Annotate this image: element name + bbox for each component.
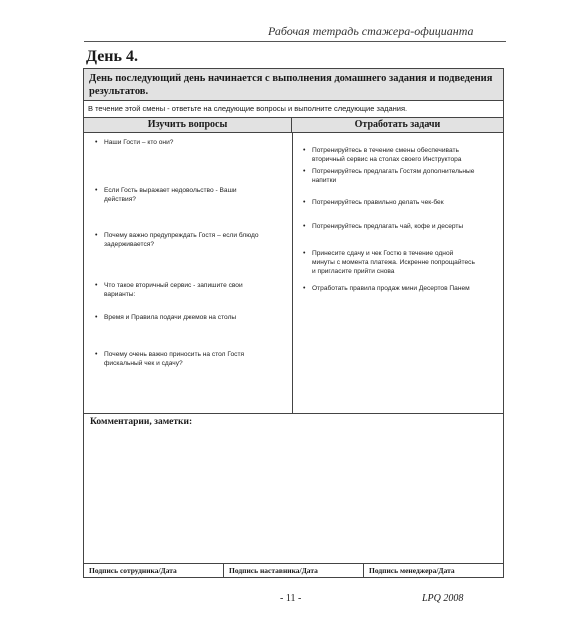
bullet-icon: • [303, 223, 306, 230]
task-item [303, 284, 482, 293]
bullet-icon: • [303, 199, 306, 206]
page-number: - 11 - [280, 593, 302, 604]
column-divider [292, 133, 293, 413]
task-text: Потренируйтесь правильно делать чек-бек [312, 199, 444, 206]
bullet-icon: • [303, 250, 306, 257]
employee-signature: Подпись сотрудника/Дата [84, 564, 224, 577]
task-item [303, 167, 492, 185]
signature-row [84, 563, 503, 577]
question-item [95, 186, 254, 204]
day-title: День 4. [86, 48, 138, 65]
bullet-icon: • [95, 351, 98, 358]
question-item [95, 281, 274, 299]
bullet-icon: • [95, 187, 98, 194]
footer-label: LPQ 2008 [422, 593, 464, 604]
day-banner: День последующий день начинается с выполнения домашнего задания и подведения результатов. [84, 69, 503, 101]
question-text: Что такое вторичный сервис - запишите свои варианты: [104, 282, 243, 298]
bullet-icon: • [95, 314, 98, 321]
task-item [303, 249, 477, 276]
instruction-text: В течение этой смены - ответьте на следующие вопросы и выполните следующие задания. [84, 101, 503, 118]
task-text: Потренируйтесь предлагать чай, кофе и десерты [312, 223, 464, 230]
bullet-icon: • [95, 139, 98, 146]
question-text: Время и Правила подачи джемов на столы [104, 314, 237, 321]
question-item [95, 231, 264, 249]
task-text: Потренируйтесь предлагать Гостям дополнительные напитки [312, 168, 475, 184]
task-item [303, 198, 492, 207]
bullet-icon: • [303, 147, 306, 154]
bullet-icon: • [303, 285, 306, 292]
question-item [95, 138, 254, 147]
header-rule [84, 41, 506, 42]
question-item [95, 350, 279, 368]
task-text: Потренируйтесь в течение смены обеспечивать вторичный сервис на столах своего Инструктора [312, 147, 462, 163]
bullet-icon: • [95, 282, 98, 289]
manager-signature: Подпись менеджера/Дата [369, 566, 455, 575]
workbook-title: Рабочая тетрадь стажера-официанта [268, 24, 474, 38]
day-form-table [83, 68, 504, 578]
mentor-signature: Подпись наставника/Дата [224, 564, 364, 577]
questions-column-header: Изучить вопросы [84, 118, 292, 133]
question-text: Почему очень важно приносить на стол Гостя фискальный чек и сдачу? [104, 351, 245, 367]
task-text: Отработать правила продаж мини Десертов Панем [312, 285, 470, 292]
question-text: Наши Гости – кто они? [104, 139, 174, 146]
comments-label: Комментарии, заметки: [90, 417, 193, 427]
tasks-column-header: Отработать задачи [292, 118, 503, 133]
bullet-icon: • [95, 232, 98, 239]
question-item [95, 313, 284, 322]
question-text: Почему важно предупреждать Гостя – если блюдо задерживается? [104, 232, 259, 248]
task-item [303, 146, 492, 164]
question-text: Если Гость выражает недовольство - Ваши действия? [104, 187, 237, 203]
comments-rule [84, 413, 503, 414]
bullet-icon: • [303, 168, 306, 175]
task-text: Принесите сдачу и чек Гостю в течение одной минуты с момента платежа. Искренне попрощайтесь и пригласите прийти снова [312, 250, 475, 275]
task-item [303, 222, 492, 231]
